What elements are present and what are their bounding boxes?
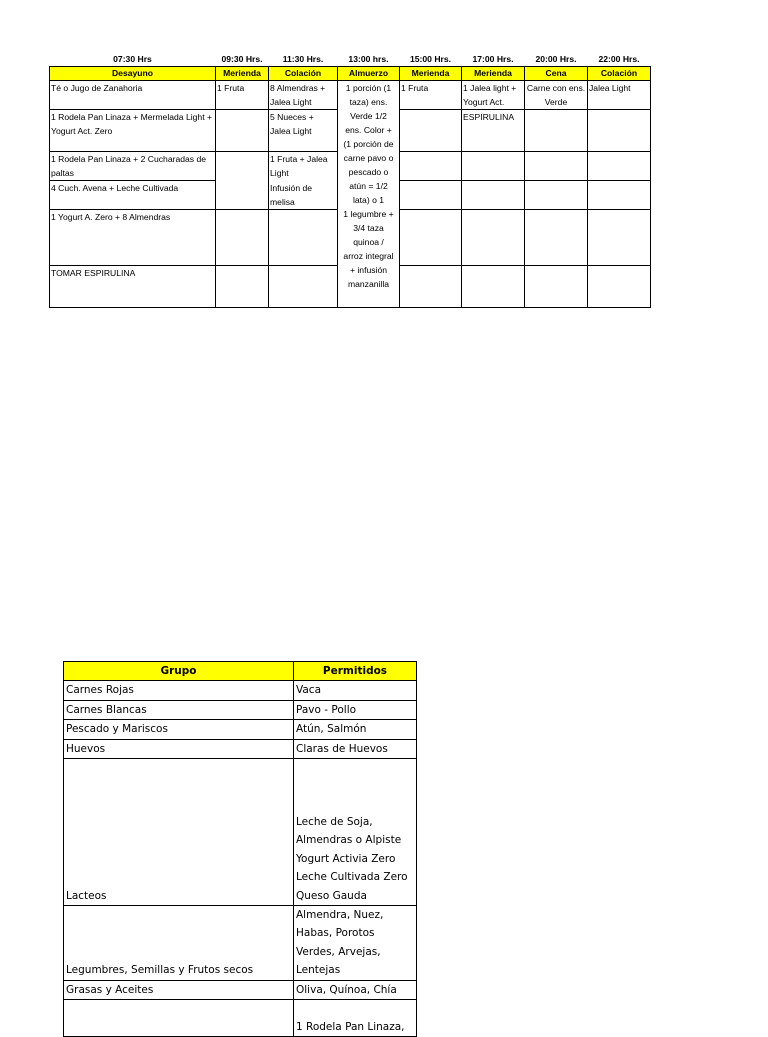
group-allowed [294,906,417,981]
desayuno-cell: 1 Rodela Pan Linaza + Mermelada Light + Yogurt Act. Zero [50,110,216,152]
colacion-cell [588,209,651,265]
allowed-line: Leche Cultivada Zero [296,871,408,884]
desayuno-cell: 1 Yogurt A. Zero + 8 Almendras [50,209,216,265]
allowed-line: Verdes, Arvejas, [296,945,381,958]
group-name: Pescado y Mariscos [64,720,294,739]
merienda-cell [216,152,269,181]
time-cell: 09:30 Hrs. [221,54,263,64]
colacion-cell [588,181,651,210]
almuerzo-line: Verde 1/2 [350,111,387,121]
merienda-cell [462,152,525,181]
almuerzo-line: + infusión [349,265,388,275]
almuerzo-line: ens. Color + [345,125,392,135]
merienda-cell: 1 Fruta [400,81,462,110]
merienda-cell [462,181,525,210]
merienda-cell [216,181,269,210]
group-name: Legumbres, Semillas y Frutos secos [64,906,294,981]
almuerzo-line: manzanilla [347,279,390,289]
allowed-line: Lentejas [296,964,341,977]
time-cell: 13:00 hrs. [348,54,389,64]
merienda-cell [462,209,525,265]
time-cell: 11:30 Hrs. [282,54,324,64]
desayuno-cell: Té o Jugo de Zanahoria [50,81,216,110]
almuerzo-line: arroz integral [343,251,394,261]
merienda-cell [400,152,462,181]
colacion-cell: 1 Fruta + Jalea Light [269,152,338,181]
merienda-cell: 1 Jalea light + Yogurt Act. [462,81,525,110]
table-row [64,759,417,906]
group-allowed: Pavo - Pollo [294,700,417,719]
food-group-table [63,661,417,1037]
almuerzo-line: quinoa / [353,237,384,247]
table-row [64,980,417,999]
meal-header: Merienda [400,67,462,81]
colacion-cell: Infusión de melisa [269,181,338,210]
almuerzo-line: 1 legumbre + [343,209,394,219]
meal-header: Colación [588,67,651,81]
merienda-cell: 1 Fruta [216,81,269,110]
almuerzo-cell [338,81,400,308]
colacion-cell: 5 Nueces + Jalea Light [269,110,338,152]
merienda-cell [216,209,269,265]
almuerzo-line: pescado o [348,167,389,177]
allowed-line: Yogurt Activia Zero [296,852,396,865]
cena-cell [525,209,588,265]
meal-header-row [50,67,651,81]
merienda-cell [462,265,525,307]
colacion-cell: 8 Almendras + Jalea Light [269,81,338,110]
almuerzo-line: atún = 1/2 [349,181,388,191]
colacion-cell [588,265,651,307]
meal-header: Desayuno [50,67,216,81]
desayuno-cell: 1 Rodela Pan Linaza + 2 Cucharadas de paltas [50,152,216,181]
desayuno-cell: TOMAR ESPIRULINA [50,265,216,307]
almuerzo-line: 1 porción (1 [345,83,392,93]
group-name: Carnes Rojas [64,681,294,700]
cena-cell [525,265,588,307]
merienda-cell [216,110,269,152]
allowed-line: Habas, Porotos [296,927,375,940]
group-header-row [64,662,417,681]
allowed-line: Almendra, Nuez, [296,909,384,922]
table-row [64,1000,417,1037]
time-cell: 07:30 Hrs [113,54,152,64]
almuerzo-line: (1 porción de [343,139,394,149]
merienda-cell [400,209,462,265]
merienda-cell [400,265,462,307]
meal-header: Almuerzo [338,67,400,81]
table-row [64,700,417,719]
colacion-cell: Jalea Light [588,81,651,110]
colacion-cell [269,265,338,307]
meal-header: Merienda [216,67,269,81]
group-header: Grupo [64,662,294,681]
group-name: Huevos [64,739,294,758]
group-name [64,1000,294,1037]
time-cell: 22:00 Hrs. [598,54,640,64]
colacion-cell [588,110,651,152]
group-allowed: 1 Rodela Pan Linaza, [294,1000,417,1037]
desayuno-cell: 4 Cuch. Avena + Leche Cultivada [50,181,216,210]
time-cell: 15:00 Hrs. [409,54,452,64]
group-allowed: Oliva, Quínoa, Chía [294,980,417,999]
colacion-cell [588,152,651,181]
time-row [50,52,651,67]
table-row [50,81,651,110]
almuerzo-line: taza) ens. [349,97,388,107]
merienda-cell: ESPIRULINA [462,110,525,152]
group-allowed: Claras de Huevos [294,739,417,758]
group-allowed [294,759,417,906]
table-row [64,906,417,981]
almuerzo-line: lata) o 1 [352,195,385,205]
table-row [64,720,417,739]
cena-cell [525,110,588,152]
permitidos-header: Permitidos [294,662,417,681]
group-allowed: Atún, Salmón [294,720,417,739]
meal-schedule-table [49,52,651,308]
allowed-line: Almendras o Alpiste [296,834,402,847]
cena-cell: Carne con ens. Verde [525,81,588,110]
cena-cell [525,152,588,181]
meal-header: Merienda [462,67,525,81]
merienda-cell [216,265,269,307]
time-cell: 17:00 Hrs. [472,54,514,64]
merienda-cell [400,110,462,152]
time-cell: 20:00 Hrs. [535,54,577,64]
meal-header: Colación [269,67,338,81]
table-row [64,681,417,700]
meal-header: Cena [525,67,588,81]
colacion-cell [269,209,338,265]
table-row [64,739,417,758]
merienda-cell [400,181,462,210]
cena-cell [525,181,588,210]
group-name: Carnes Blancas [64,700,294,719]
allowed-line: Queso Gauda [296,889,367,902]
group-allowed: Vaca [294,681,417,700]
almuerzo-line: carne pavo o [343,153,394,163]
allowed-line: Leche de Soja, [296,816,373,828]
group-name: Grasas y Aceites [64,980,294,999]
almuerzo-line: 3/4 taza [353,223,384,233]
group-name: Lacteos [64,759,294,906]
